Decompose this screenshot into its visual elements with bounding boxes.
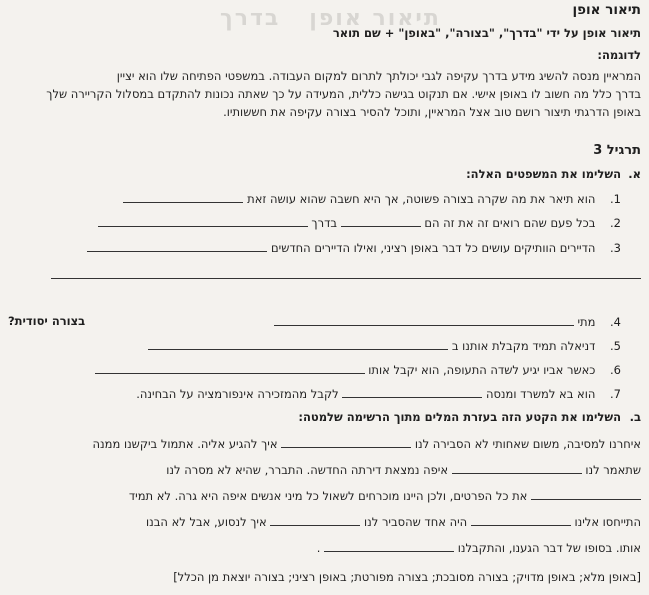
item-5 bbox=[148, 338, 621, 353]
item-text: הוא בא למשרד ומנסה bbox=[485, 387, 596, 401]
passage-line-5: אותו. בסופו של דבר הגענו, והתקבלנו . bbox=[316, 541, 641, 555]
answer-blank[interactable] bbox=[342, 386, 482, 398]
answer-blank[interactable] bbox=[471, 514, 571, 526]
part-b-letter: ב. bbox=[629, 410, 641, 424]
item-text-2: לקבל מהמזכירה אינפורמציה על הבחינה. bbox=[136, 387, 339, 401]
example-label: לדוגמה: bbox=[597, 48, 641, 62]
item-text: בכל פעם שהם רואים זה את זה הם bbox=[424, 216, 596, 230]
passage-text: את כל הפרטים, ולכן היינו מוכרחים לשאול כל מיני אנשים איפה היא גרה. לא תמיד bbox=[128, 489, 528, 503]
background-bleed-text: תיאור אופן בדרך bbox=[220, 6, 441, 31]
answer-blank[interactable] bbox=[270, 514, 360, 526]
item-number: 5. bbox=[610, 339, 621, 353]
passage-line-4 bbox=[146, 514, 641, 529]
part-b-instruction: השלימו את הקטע הזה בעזרת המלים מתוך הרשימה שלמטה: bbox=[298, 410, 621, 424]
exercise-title: תרגיל 3 bbox=[593, 143, 641, 158]
word-bank: [באופן מלא; באופן מדויק; בצורה מסובכת; בצורה מפורטת; באופן רציני; בצורה יוצאת מן הכלל] bbox=[173, 570, 641, 584]
passage-line-3 bbox=[129, 488, 641, 503]
passage-line-2 bbox=[166, 462, 641, 477]
rule-line: תיאור אופן על ידי "בדרך", "בצורה", "באופן" + שם תואר bbox=[332, 26, 641, 40]
item-text-2: בדרך bbox=[311, 216, 338, 230]
item-7 bbox=[136, 386, 621, 401]
answer-blank[interactable] bbox=[95, 362, 365, 374]
passage-text: איך להגיע אליה. אתמול ביקשנו ממנה bbox=[92, 437, 278, 451]
item-6 bbox=[95, 362, 621, 377]
item-number: 2. bbox=[610, 216, 621, 230]
answer-blank[interactable] bbox=[98, 215, 308, 227]
answer-blank[interactable] bbox=[148, 338, 448, 350]
item-1 bbox=[123, 191, 621, 206]
item-text: הוא תיאר את מה שקרה בצורה פשוטה, אך היא חשבה שהוא עושה זאת bbox=[247, 192, 596, 206]
passage-text: איפה נמצאת דירתה החדשה. התברר, שהיא לא מסרה לנו bbox=[166, 463, 449, 477]
answer-blank-continuation[interactable] bbox=[51, 266, 641, 279]
item-number: 1. bbox=[610, 192, 621, 206]
passage-text: שתאמר לנו bbox=[585, 463, 641, 477]
answer-blank[interactable] bbox=[452, 462, 582, 474]
item-number: 4. bbox=[610, 315, 621, 329]
answer-blank[interactable] bbox=[281, 436, 411, 448]
example-line: באופן הדרגתי תיצור רושם טוב אצל המראיין, ותוכל להסיר בצורה עקיפה את חששותיו. bbox=[223, 105, 641, 119]
answer-blank[interactable] bbox=[87, 240, 267, 252]
item-4 bbox=[274, 314, 621, 329]
item-text: דניאלה תמיד מקבלת אותנו ב bbox=[451, 339, 596, 353]
passage-text: התייחסו אלינו bbox=[574, 515, 641, 529]
passage-line-1 bbox=[93, 436, 641, 451]
section-title: תיאור אופן bbox=[572, 2, 641, 18]
item-text: הדיירים הוותיקים עושים כל דבר באופן רציני, ואילו הדיירים החדשים bbox=[271, 241, 596, 255]
item-3 bbox=[87, 240, 621, 255]
passage-text: אותו. בסופו של דבר הגענו, והתקבלנו bbox=[457, 541, 641, 555]
passage-text: היה אחד שהסביר לנו bbox=[364, 515, 468, 529]
item-number: 3. bbox=[610, 241, 621, 255]
item-number: 7. bbox=[610, 387, 621, 401]
part-a-instruction: השלימו את המשפטים האלה: bbox=[466, 167, 621, 181]
item-4-note: בצורה יסודית? bbox=[8, 314, 86, 328]
passage-text: איחרנו למסיבה, משום שאחותי לא הסבירה לנו bbox=[414, 437, 641, 451]
answer-blank[interactable] bbox=[341, 215, 421, 227]
item-2 bbox=[98, 215, 621, 230]
item-text: מתי bbox=[577, 315, 596, 329]
part-a-letter: א. bbox=[628, 167, 641, 181]
answer-blank[interactable] bbox=[123, 191, 243, 203]
answer-blank[interactable] bbox=[324, 540, 454, 552]
answer-blank[interactable] bbox=[274, 314, 574, 326]
answer-blank[interactable] bbox=[531, 488, 641, 500]
example-line: בדרך כלל מה חשוב לו באופן אישי. אם תנקוט בגישה כללית, המעידה על כך שאתה נכונות להתקדם במסלול הקריירה שלך bbox=[46, 87, 641, 101]
passage-text: איך לנסוע, אבל לא הבנו bbox=[146, 515, 267, 529]
example-paragraph bbox=[9, 67, 641, 121]
example-line: המראיין מנסה להשיג מידע בדרך עקיפה לגבי יכולתך לתרום למקום העבודה. במשפטי הפתיחה שלו הוא יציין bbox=[116, 69, 641, 83]
item-text: כאשר אביו יגיע לשדה התעופה, הוא יקבל אותו bbox=[368, 363, 596, 377]
item-number: 6. bbox=[610, 363, 621, 377]
